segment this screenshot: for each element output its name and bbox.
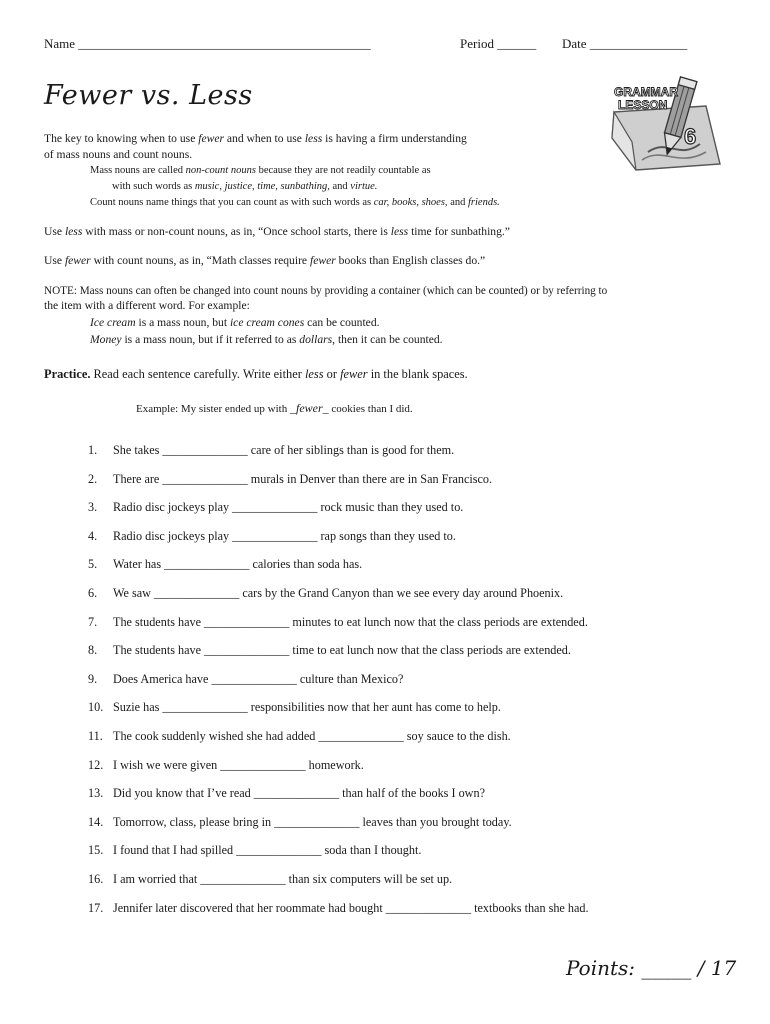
question-item[interactable]	[88, 672, 403, 687]
page-title: Fewer vs. Less	[44, 80, 253, 111]
question-text: She takes ______________ care of her siblings than is good for them.	[113, 443, 455, 457]
question-item[interactable]	[88, 786, 485, 801]
note-example-1: Ice cream is a mass noun, but ice cream cones can be counted.	[90, 316, 380, 329]
question-number: 5.	[88, 557, 98, 572]
question-text: There are ______________ murals in Denver than there are in San Francisco.	[113, 471, 493, 486]
date-line	[562, 36, 687, 52]
rule-fewer: Use fewer with count nouns, as in, “Math classes require fewer books than English classes do.”	[44, 254, 486, 267]
question-item[interactable]	[88, 700, 501, 715]
question-number: 9.	[88, 671, 98, 686]
question-item[interactable]	[88, 643, 571, 658]
question-item[interactable]	[88, 843, 421, 858]
question-number: 13.	[88, 786, 104, 801]
name-label: Name	[44, 36, 76, 51]
note-example-2: Money is a mass noun, but if it referred to as dollars, then it can be counted.	[90, 333, 443, 346]
question-number: 2.	[88, 471, 98, 486]
period-line	[460, 36, 536, 52]
question-text: Did you know that I’ve read ______________ than half of the books I own?	[113, 786, 485, 801]
question-text: I found that I had spilled ______________ soda than I thought.	[113, 843, 422, 858]
question-text: The cook suddenly wished she had added ______________ soy sauce to the dish.	[113, 729, 511, 743]
question-item[interactable]	[88, 729, 511, 744]
logo-line-2: LESSON	[618, 98, 668, 112]
question-number: 12.	[88, 757, 104, 772]
points-field[interactable]: _____	[641, 956, 692, 980]
question-number: 15.	[88, 843, 104, 858]
intro-line-3: Mass nouns are called non-count nouns because they are not readily countable as	[90, 165, 431, 176]
period-label: Period	[460, 36, 494, 51]
practice-instructions: Practice. Read each sentence carefully. Write either less or fewer in the blank spaces.	[44, 367, 468, 381]
question-item[interactable]	[88, 529, 456, 544]
question-text: We saw ______________ cars by the Grand Canyon than we see every day around Phoenix.	[113, 586, 564, 600]
question-item[interactable]	[88, 615, 588, 630]
intro-line-4: with such words as music, justice, time, sunbathing, and virtue.	[112, 181, 378, 192]
question-number: 16.	[88, 872, 104, 886]
question-number: 3.	[88, 500, 98, 515]
question-number: 14.	[88, 814, 104, 829]
question-item[interactable]	[88, 872, 452, 887]
intro-line-2: of mass nouns and count nouns.	[44, 148, 193, 161]
question-text: I am worried that ______________ than six computers will be set up.	[113, 872, 453, 886]
question-text: Suzie has ______________ responsibilities now that her aunt has come to help.	[113, 700, 501, 715]
intro-line-5: Count nouns name things that you can count as with such words as car, books, shoes, and friends.	[90, 197, 500, 208]
grammar-lesson-logo	[578, 72, 728, 172]
question-number: 1.	[88, 443, 98, 457]
question-number: 8.	[88, 643, 98, 658]
question-text: Jennifer later discovered that her roommate had bought ______________ textbooks than she had.	[113, 900, 589, 915]
note-line-2: the item with a different word. For example:	[44, 299, 250, 312]
example-answer: _fewer_	[289, 401, 329, 415]
question-item[interactable]	[88, 472, 492, 487]
question-text: Radio disc jockeys play ______________ rock music than they used to.	[113, 500, 464, 515]
question-item[interactable]	[88, 557, 362, 572]
question-item[interactable]	[88, 758, 364, 773]
period-field[interactable]: ______	[497, 36, 537, 51]
question-item[interactable]	[88, 443, 454, 458]
question-item[interactable]	[88, 815, 512, 830]
note-line-1: NOTE: Mass nouns can often be changed into count nouns by providing a container (which can be counted) or by referring to	[44, 285, 608, 297]
question-text: Tomorrow, class, please bring in ______________ leaves than you brought today.	[113, 814, 512, 829]
question-text: The students have ______________ minutes to eat lunch now that the class periods are extended.	[113, 614, 588, 629]
question-text: I wish we were given ______________ homework.	[113, 757, 364, 772]
date-label: Date	[562, 36, 587, 51]
question-text: Radio disc jockeys play ______________ rap songs than they used to.	[113, 528, 456, 543]
example-sentence: Example: My sister ended up with _fewer_ cookies than I did.	[136, 401, 413, 415]
question-item[interactable]	[88, 500, 463, 515]
question-number: 4.	[88, 528, 98, 543]
question-item[interactable]	[88, 901, 589, 916]
question-text: Water has ______________ calories than soda has.	[113, 557, 363, 572]
points-score: Points: _____ / 17	[566, 956, 737, 980]
question-number: 11.	[88, 729, 103, 743]
name-line	[44, 36, 371, 52]
name-field[interactable]: _____________________________________________	[78, 36, 371, 51]
intro-line-1: The key to knowing when to use fewer and when to use less is having a firm understanding	[44, 132, 467, 145]
date-field[interactable]: _______________	[589, 36, 688, 51]
question-number: 17.	[88, 900, 104, 915]
question-text: The students have ______________ time to eat lunch now that the class periods are extended.	[113, 643, 571, 658]
logo-line-1: GRAMMAR	[614, 85, 678, 99]
rule-less: Use less with mass or non-count nouns, as in, “Once school starts, there is less time for sunbathing.”	[44, 225, 510, 238]
question-item[interactable]	[88, 586, 563, 601]
logo-number: 6	[684, 124, 697, 149]
question-number: 7.	[88, 614, 98, 629]
question-number: 6.	[88, 586, 98, 600]
question-text: Does America have ______________ culture than Mexico?	[113, 671, 404, 686]
question-number: 10.	[88, 700, 104, 715]
